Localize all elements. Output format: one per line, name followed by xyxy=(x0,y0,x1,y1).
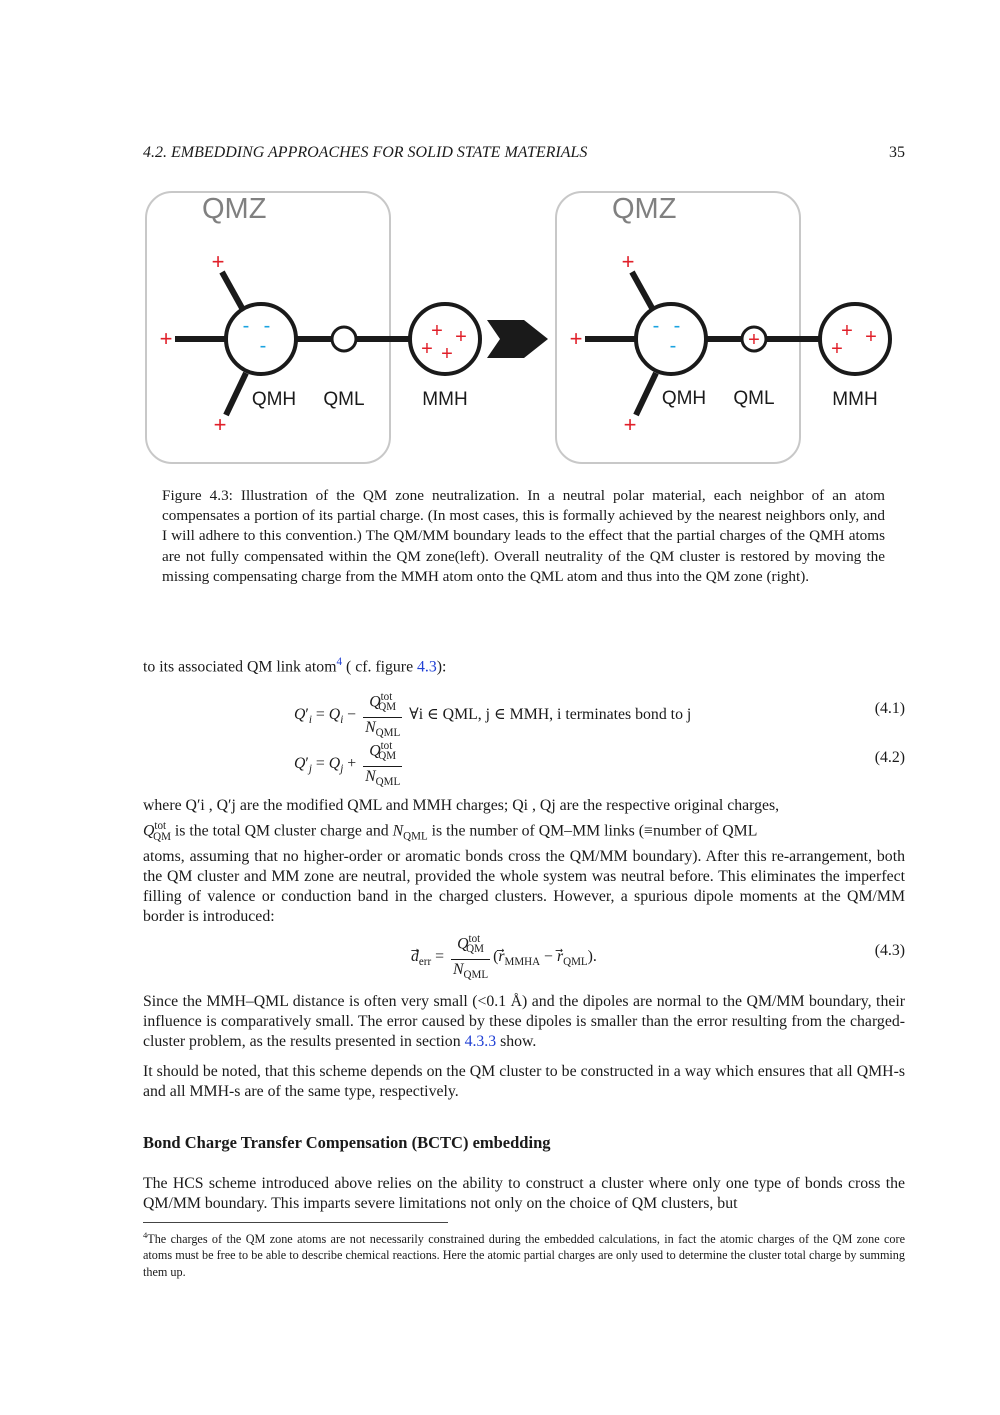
equation-number: (4.1) xyxy=(874,700,905,717)
distance-paragraph xyxy=(143,992,905,1053)
plus-charge: + xyxy=(211,249,225,274)
intro-ref-pre: ( cf. figure xyxy=(342,658,418,676)
where-paragraph xyxy=(143,796,905,928)
plus-charge: + xyxy=(831,338,843,360)
distance-text: Since the MMH–QML distance is often very small (<0.1 Å) and the dipoles are normal to the QM/MM boundary, their influence is comparatively small. The error caused by these dipoles is smaller than the error resulting from the charged-cluster problem, as the results presented in section xyxy=(143,993,905,1051)
plus-charge: + xyxy=(621,249,635,274)
equation-4-1-body: $Q'_i = Q_i$ − $\frac{Q^{tot}_{QM}}{N_{QML}}$ ∀i ∈ QML, j ∈ MMH, i terminates bond to j xyxy=(294,688,691,743)
minus-charge: - xyxy=(259,335,267,357)
plus-charge: + xyxy=(841,320,853,342)
plus-charge: + xyxy=(421,338,433,360)
plus-charge: + xyxy=(213,412,227,437)
bond-upper-left xyxy=(632,272,652,308)
right-panel xyxy=(556,192,890,463)
transition-arrow-icon xyxy=(487,320,548,358)
plus-charge: + xyxy=(455,326,467,348)
equation-condition: ∀i ∈ QML, j ∈ MMH, i terminates bond to j xyxy=(409,705,692,723)
minus-charge: - xyxy=(242,315,250,337)
plus-charge: + xyxy=(623,412,637,437)
equation-4-3 xyxy=(143,928,905,982)
qml-label: QML xyxy=(733,388,775,409)
section-ref-link[interactable]: 4.3.3 xyxy=(464,1033,497,1051)
plus-charge: + xyxy=(431,320,443,342)
section-heading: Bond Charge Transfer Compensation (BCTC) embedding xyxy=(143,1133,551,1152)
bond-upper-left xyxy=(222,272,242,308)
page-number: 35 xyxy=(889,144,905,161)
fraction: $\frac{Q^{tot}_{QM}}{N_{QML}}$ xyxy=(363,688,402,743)
plus-charge: + xyxy=(748,329,760,351)
intro-text: to its associated QM link atom xyxy=(143,658,337,676)
minus-charge: - xyxy=(263,315,271,337)
qml-label: QML xyxy=(323,389,365,410)
equation-4-3-body: $d_{err}$ = $\frac{Q^{tot}_{QM}}{N_{QML}}$ $(r_{MMHA} - r_{QML})$. xyxy=(411,930,597,985)
equation-number: (4.3) xyxy=(874,942,905,959)
where-line-2-pre: is the total QM cluster charge and xyxy=(174,822,389,840)
mmh-label: MMH xyxy=(422,389,468,410)
plus-charge: + xyxy=(159,326,173,351)
footnote-text: The charges of the QM zone atoms are not necessarily constrained during the embedded calculations, in fact the atomic charges of the QM zone core atoms must be free to be able to describe chemical reactions. Here the atomic partial charges are only used to determine the cluster total charge by summing them up. xyxy=(143,1232,905,1279)
fraction: $\frac{Q^{tot}_{QM}}{N_{QML}}$ xyxy=(451,930,490,985)
equation-4-2 xyxy=(143,735,905,789)
where-line-2-post: is the number of QM–MM links (≡number of QML xyxy=(431,822,758,840)
minus-charge: - xyxy=(652,315,660,337)
mmh-label: MMH xyxy=(832,389,878,410)
running-title: 4.2. EMBEDDING APPROACHES FOR SOLID STATE MATERIALS xyxy=(143,144,588,161)
footnote-ref[interactable]: 4 xyxy=(336,656,343,668)
footnote-rule xyxy=(143,1222,448,1223)
figure-qm-zone-neutralization xyxy=(140,185,900,470)
where-line-1: where Q′i , Q′j are the modified QML and MMH charges; Qi , Qj are the respective original charges, xyxy=(143,797,780,814)
qml-atom xyxy=(332,327,356,351)
equation-4-1 xyxy=(143,686,905,740)
bond-lower-left xyxy=(636,373,656,415)
equation-number: (4.2) xyxy=(874,749,905,766)
qmh-label: QMH xyxy=(251,389,297,410)
qmh-label: QMH xyxy=(661,388,707,409)
figure-ref-link[interactable]: 4.3 xyxy=(417,658,437,676)
plus-charge: + xyxy=(865,326,877,348)
noted-paragraph: It should be noted, that this scheme depends on the QM cluster to be constructed in a way which ensures that all QMH-s and all MMH-s are of the same type, respectively. xyxy=(143,1063,905,1101)
where-line-2: $Q^{tot}_{QM}$ is the total QM cluster charge and $N_{QML}$ is the number of QM–MM links (≡number of QML xyxy=(143,820,758,843)
where-line-rest: atoms, assuming that no higher-order or aromatic bonds cross the QM/MM boundary). After this re-arrangement, both the QM cluster and MM zone are neutral, provided the whole system was neutral before. This eliminates the imperfect filling of valence or conduction band in the charged clusters. However, a spurious dipole moments at the QM/MM border is introduced: xyxy=(143,847,905,926)
qmz-label-right: QMZ xyxy=(612,193,677,225)
qmz-label-left: QMZ xyxy=(202,193,267,225)
left-panel xyxy=(146,192,480,463)
running-header xyxy=(143,144,905,162)
minus-charge: - xyxy=(673,315,681,337)
intro-line xyxy=(143,652,905,677)
minus-charge: - xyxy=(669,335,677,357)
footnote xyxy=(143,1227,905,1280)
plus-charge: + xyxy=(441,343,453,365)
intro-ref-post: ): xyxy=(436,658,447,676)
hcs-paragraph: The HCS scheme introduced above relies on the ability to construct a cluster where only one type of bonds cross the QM/MM boundary. This imparts severe limitations not only on the choice of QM clusters, but xyxy=(143,1175,905,1213)
equation-4-2-body: $Q'_j = Q_j$ + $\frac{Q^{tot}_{QM}}{N_{QML}}$ xyxy=(294,737,405,792)
plus-charge: + xyxy=(569,326,583,351)
distance-text-end: show. xyxy=(496,1033,537,1051)
figure-caption: Figure 4.3: Illustration of the QM zone neutralization. In a neutral polar material, each neighbor of an atom compensates a portion of its partial charge. (In most cases, this is formally achieved by the nearest neighbors only, and I will adhere to this convention.) The QM/MM boundary leads to the effect that the partial charges of the QMH atoms are not fully compensated within the QM zone(left). Overall neutrality of the QM cluster is restored by moving the missing compensating charge from the MMH atom onto the QML atom and thus into the QM zone (right). xyxy=(162,487,885,585)
fraction: $\frac{Q^{tot}_{QM}}{N_{QML}}$ xyxy=(363,737,402,792)
bond-lower-left xyxy=(226,373,246,415)
footnote-mark: 4 xyxy=(143,1230,148,1240)
